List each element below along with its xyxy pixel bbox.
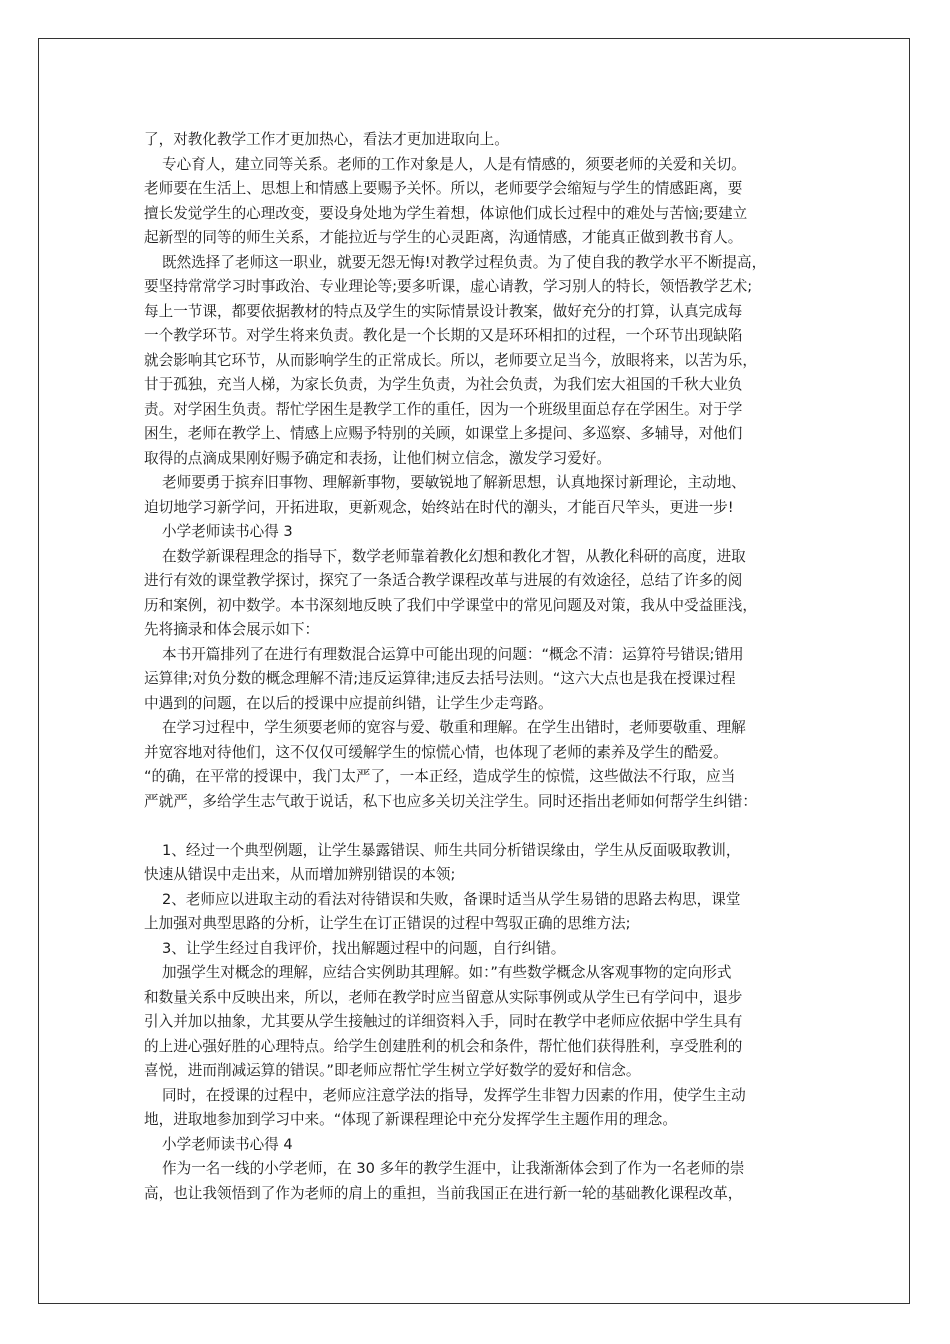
text-line: 地，进取地参加到学习中来。“体现了新课程理论中充分发挥学生主题作用的理念。: [144, 1111, 677, 1128]
text-line: 严就严，多给学生志气敢于说话，私下也应多关切关注学生。同时还指出老师如何帮学生纠错：: [144, 792, 757, 810]
document-body: [144, 128, 824, 1206]
text-line: 困生，老师在教学上、情感上应赐予特别的关顾，如课堂上多提问、多巡察、多辅导，对他们: [144, 425, 743, 442]
text-line: 擅长发觉学生的心理改变，要设身处地为学生着想，体谅他们成长过程中的难处与苦恼;要建立: [144, 204, 748, 222]
text-line: [144, 814, 824, 839]
text-line: 小学老师读书心得 4: [162, 1135, 293, 1153]
text-line: 老师要在生活上、思想上和情感上要赐予关怀。所以，老师要学会缩短与学生的情感距离，要: [144, 180, 743, 197]
text-line: 每上一节课，都要依据教材的特点及学生的实际情景设计教案，做好充分的打算，认真完成每: [144, 302, 743, 320]
text-line: 同时，在授课的过程中，老师应注意学法的指导，发挥学生非智力因素的作用，使学生主动: [162, 1086, 746, 1104]
text-line: 并宽容地对待他们，这不仅仅可缓解学生的惊慌心情，也体现了老师的素养及学生的酷爱。: [144, 743, 728, 761]
text-line: 本书开篇排列了在进行有理数混合运算中可能出现的问题：“概念不清：运算符号错误;错用: [162, 645, 744, 663]
text-line: 快速从错误中走出来，从而增加辨别错误的本领;: [144, 866, 456, 883]
text-line: 上加强对典型思路的分析，让学生在订正错误的过程中驾驭正确的思维方法;: [144, 915, 631, 932]
text-line: 在学习过程中，学生须要老师的宽容与爱、敬重和理解。在学生出错时，老师要敬重、理解: [162, 719, 746, 736]
text-line: 迫切地学习新学问，开拓进取，更新观念，始终站在时代的潮头，才能百尺竿头，更进一步!: [144, 498, 734, 516]
text-line: 引入并加以抽象，尤其要从学生接触过的详细资料入手，同时在教学中老师应依据中学生具有: [144, 1013, 743, 1030]
text-line: 运算律;对负分数的概念理解不清;违反运算律;违反去括号法则。“这六大点也是我在授课过程: [144, 670, 736, 687]
text-line: 一个教学环节。对学生将来负责。教化是一个长期的又是环环相扣的过程，一个环节出现缺陷: [144, 327, 743, 344]
text-line: 要坚持常常学习时事政治、专业理论等;要多听课，虚心请教，学习别人的特长，领悟教学艺术;: [144, 278, 753, 295]
text-line: “的确，在平常的授课中，我门太严了，一本正经，造成学生的惊慌，这些做法不行取，应当: [144, 768, 736, 785]
text-line: 既然选择了老师这一职业，就要无怨无悔!对教学过程负责。为了使自我的教学水平不断提高，: [162, 253, 767, 271]
text-line: 起新型的同等的师生关系，才能拉近与学生的心灵距离，沟通情感，才能真正做到教书育人。: [144, 229, 743, 246]
text-line: 老师要勇于摈弃旧事物、理解新事物，要敏锐地了解新思想，认真地探讨新理论，主动地、: [162, 474, 746, 491]
text-line: 加强学生对概念的理解，应结合实例助其理解。如：”有些数学概念从客观事物的定向形式: [162, 964, 732, 981]
text-line: 3、让学生经过自我评价，找出解题过程中的问题，自行纠错。: [162, 939, 566, 957]
text-line: 和数量关系中反映出来，所以，老师在教学时应当留意从实际事例或从学生已有学问中，退步: [144, 988, 743, 1006]
text-line: 专心育人，建立同等关系。老师的工作对象是人，人是有情感的，须要老师的关爱和关切。: [162, 155, 746, 173]
text-line: 取得的点滴成果刚好赐予确定和表扬，让他们树立信念，激发学习爱好。: [144, 449, 612, 467]
text-line: 进行有效的课堂教学探讨，探究了一条适合教学课程改革与进展的有效途径，总结了许多的阅: [144, 572, 743, 589]
text-line: 1、经过一个典型例题，让学生暴露错误、师生共同分析错误缘由，学生从反面吸取教训，: [162, 841, 741, 859]
text-line: 在数学新课程理念的指导下，数学老师靠着教化幻想和教化才智，从教化科研的高度，进取: [162, 547, 746, 565]
text-line: 就会影响其它环节，从而影响学生的正常成长。所以，老师要立足当今，放眼将来，以苦为乐，: [144, 351, 757, 369]
text-line: 的上进心强好胜的心理特点。给学生创建胜利的机会和条件，帮忙他们获得胜利，享受胜利的: [144, 1037, 743, 1055]
text-line: 高，也让我领悟到了作为老师的肩上的重担，当前我国正在进行新一轮的基础教化课程改革，: [144, 1184, 743, 1202]
text-line: 责。对学困生负责。帮忙学困生是教学工作的重任，因为一个班级里面总存在学困生。对于学: [144, 400, 743, 418]
text-line: 小学老师读书心得 3: [162, 523, 293, 540]
text-line: 喜悦，进而削减运算的错误。”即老师应帮忙学生树立学好数学的爱好和信念。: [144, 1062, 641, 1079]
text-line: 作为一名一线的小学老师，在 30 多年的教学生涯中，让我渐渐体会到了作为一名老师的崇: [162, 1160, 745, 1177]
text-line: 了，对教化教学工作才更加热心，看法才更加进取向上。: [144, 131, 509, 148]
text-line: 甘于孤独，充当人梯，为家长负责，为学生负责，为社会负责，为我们宏大祖国的千秋大业负: [144, 376, 743, 393]
text-line: 先将摘录和体会展示如下：: [144, 621, 320, 638]
text-line: 中遇到的问题，在以后的授课中应提前纠错，让学生少走弯路。: [144, 694, 553, 712]
text-line: 2、老师应以进取主动的看法对待错误和失败，备课时适当从学生易错的思路去构思，课堂: [162, 890, 741, 908]
text-line: 历和案例，初中数学。本书深刻地反映了我们中学课堂中的常见问题及对策，我从中受益匪浅，: [144, 596, 757, 614]
